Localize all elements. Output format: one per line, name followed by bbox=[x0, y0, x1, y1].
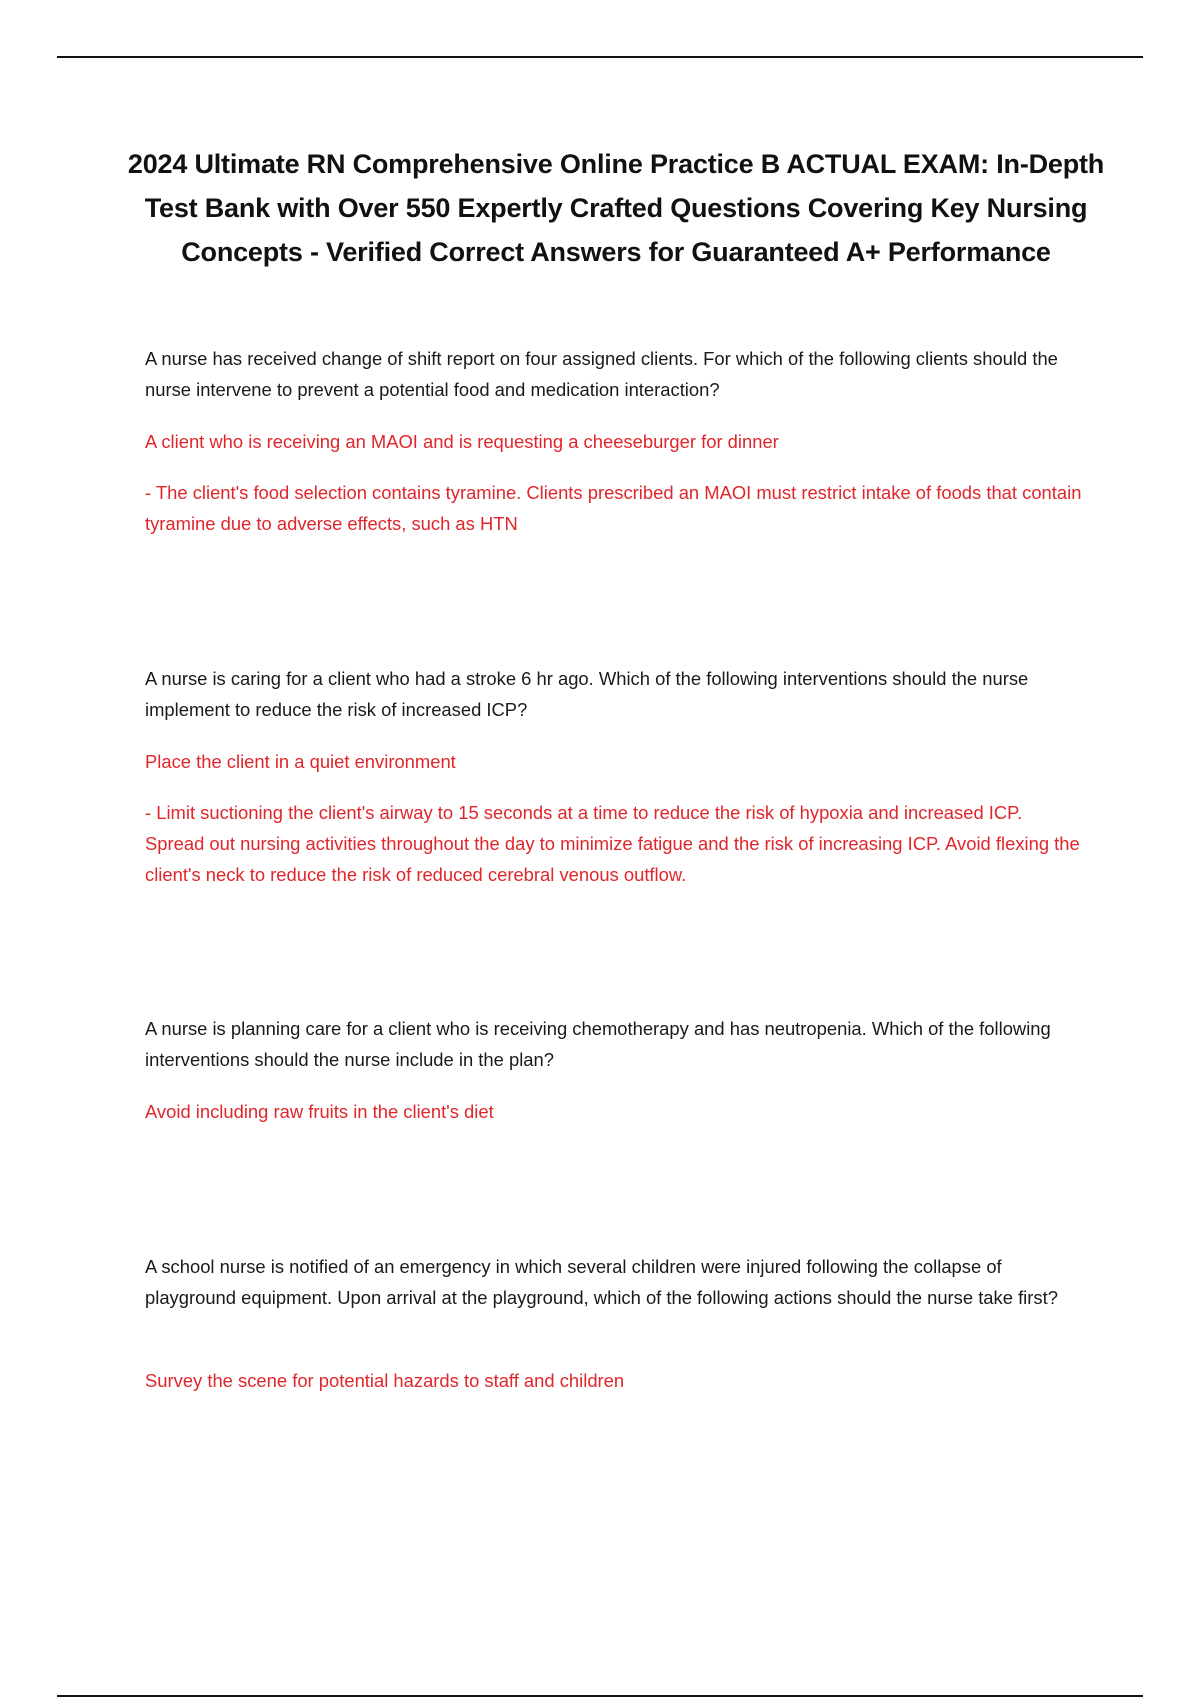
question-3: A nurse is planning care for a client who is receiving chemotherapy and has neutropenia. Which of the following interventions should the nurse include in the plan? bbox=[145, 1018, 1051, 1070]
rationale-1: - The client's food selection contains tyramine. Clients prescribed an MAOI must restrict intake of foods that contain tyramine due to adverse effects, such as HTN bbox=[145, 482, 1082, 534]
question-1: A nurse has received change of shift report on four assigned clients. For which of the following clients should the nurse intervene to prevent a potential food and medication interaction? bbox=[145, 348, 1058, 400]
document-title: 2024 Ultimate RN Comprehensive Online Practice B ACTUAL EXAM: In-Depth Test Bank with Over 550 Expertly Crafted Questions Covering Key Nursing Concepts - Verified Correct Answers for Guaranteed A+ Performance bbox=[127, 149, 1105, 267]
rationale-2: - Limit suctioning the client's airway to 15 seconds at a time to reduce the risk of hypoxia and increased ICP. Spread out nursing activities throughout the day to minimize fatigue and the risk of increasing ICP. Avoid flexing the client's neck to reduce the risk of reduced cerebral venous outflow. bbox=[145, 802, 1080, 885]
question-4: A school nurse is notified of an emergency in which several children were injured following the collapse of playground equipment. Upon arrival at the playground, which of the following actions should the nurse take first? bbox=[145, 1256, 1058, 1308]
bottom-rule bbox=[57, 1695, 1143, 1697]
answer-2: Place the client in a quiet environment bbox=[145, 751, 456, 772]
answer-4: Survey the scene for potential hazards to staff and children bbox=[145, 1370, 625, 1391]
answer-1: A client who is receiving an MAOI and is requesting a cheeseburger for dinner bbox=[145, 431, 779, 452]
top-rule bbox=[57, 56, 1143, 58]
answer-3: Avoid including raw fruits in the client's diet bbox=[145, 1101, 494, 1122]
question-2: A nurse is caring for a client who had a stroke 6 hr ago. Which of the following interventions should the nurse implement to reduce the risk of increased ICP? bbox=[145, 668, 1029, 720]
